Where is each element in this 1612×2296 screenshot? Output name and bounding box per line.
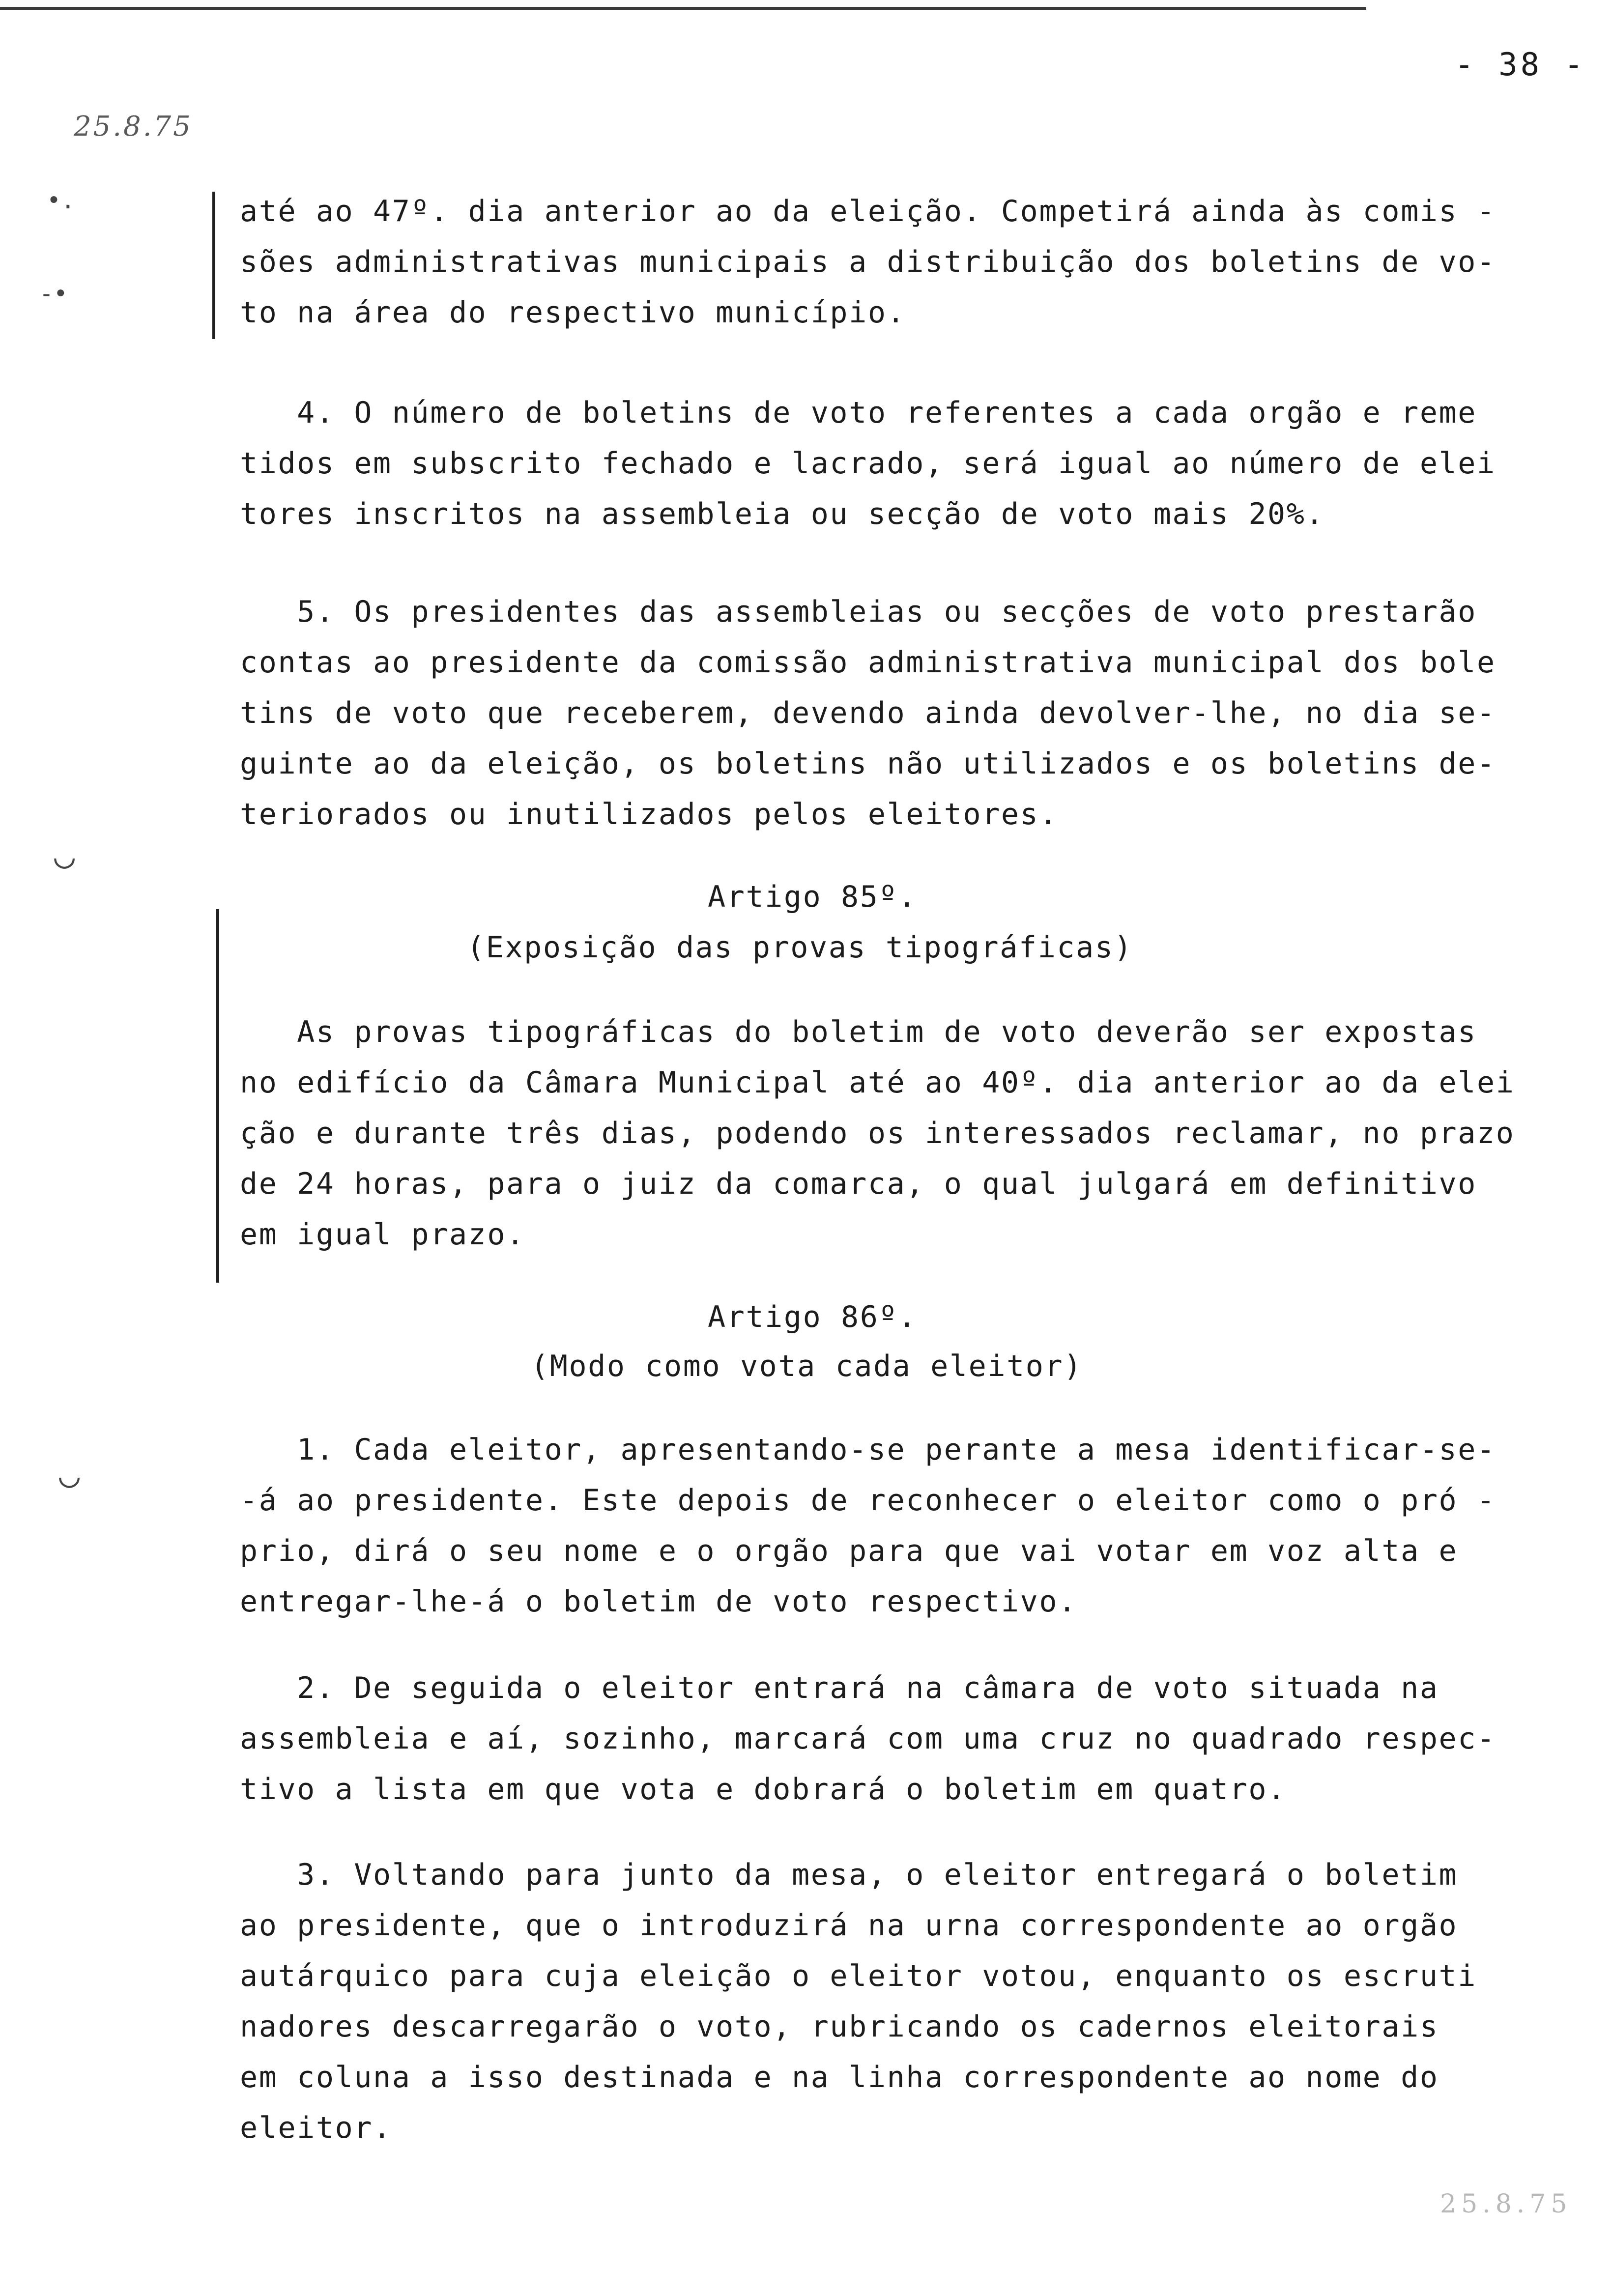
text-line: ao presidente, que o introduzirá na urna correspondente ao orgão [240, 1908, 1458, 1943]
margin-revision-bar [216, 909, 219, 1283]
margin-revision-bar [212, 192, 215, 339]
top-rule [0, 7, 1366, 10]
text-line: sões administrativas municipais a distribuição dos boletins de vo- [240, 245, 1496, 279]
article-85-title: Artigo 85º. [708, 880, 917, 914]
text-line: 5. Os presidentes das assembleias ou secções de voto prestarão [240, 595, 1477, 629]
text-line: autárquico para cuja eleição o eleitor votou, enquanto os escruti [240, 1959, 1477, 1993]
text-line: guinte ao da eleição, os boletins não utilizados e os boletins de- [240, 746, 1496, 781]
text-line: tins de voto que receberem, devendo ainda devolver-lhe, no dia se- [240, 696, 1496, 730]
text-line: eleitor. [240, 2111, 392, 2145]
text-line: to na área do respectivo município. [240, 295, 906, 330]
text-line: até ao 47º. dia anterior ao da eleição. Competirá ainda às comis - [240, 194, 1496, 229]
margin-mark: -• [39, 280, 68, 308]
text-line: 3. Voltando para junto da mesa, o eleitor entregará o boletim [240, 1858, 1458, 1892]
article-86-subtitle: (Modo como vota cada eleitor) [531, 1349, 1083, 1383]
text-line: entregar-lhe-á o boletim de voto respectivo. [240, 1584, 1077, 1619]
text-line: nadores descarregarão o voto, rubricando os cadernos eleitorais [240, 2009, 1439, 2044]
text-line: teriorados ou inutilizados pelos eleitores. [240, 797, 1059, 832]
text-line: 1. Cada eleitor, apresentando-se perante a mesa identificar-se- [240, 1433, 1496, 1467]
text-line: em coluna a isso destinada e na linha correspondente ao nome do [240, 2060, 1439, 2095]
text-line: prio, dirá o seu nome e o orgão para que vai votar em voz alta e [240, 1534, 1458, 1568]
text-line: no edifício da Câmara Municipal até ao 40º. dia anterior ao da elei [240, 1065, 1515, 1100]
text-line: tivo a lista em que vota e dobrará o boletim em quatro. [240, 1772, 1287, 1807]
margin-mark: •. [47, 187, 75, 214]
text-line: de 24 horas, para o juiz da comarca, o qual julgará em definitivo [240, 1167, 1477, 1201]
text-line: contas ao presidente da comissão administrativa municipal dos bole [240, 645, 1496, 680]
margin-mark: ◡ [54, 835, 75, 876]
text-line: tores inscritos na assembleia ou secção de voto mais 20%. [240, 497, 1325, 531]
text-line: em igual prazo. [240, 1217, 525, 1252]
text-line: -á ao presidente. Este depois de reconhecer o eleitor como o pró - [240, 1483, 1496, 1518]
article-85-subtitle: (Exposição das provas tipográficas) [467, 930, 1133, 965]
stamp-date: 25.8.75 [1440, 2189, 1572, 2219]
text-line: tidos em subscrito fechado e lacrado, será igual ao número de elei [240, 446, 1496, 481]
text-line: As provas tipográficas do boletim de voto deverão ser expostas [240, 1015, 1477, 1049]
text-line: ção e durante três dias, podendo os interessados reclamar, no prazo [240, 1116, 1515, 1150]
page-number: - 38 - [1455, 47, 1586, 83]
text-line: 2. De seguida o eleitor entrará na câmara de voto situada na [240, 1671, 1439, 1705]
margin-mark: ◡ [59, 1455, 80, 1495]
article-86-title: Artigo 86º. [708, 1300, 917, 1334]
text-line: 4. O número de boletins de voto referentes a cada orgão e reme [240, 396, 1477, 430]
text-line: assembleia e aí, sozinho, marcará com uma cruz no quadrado respec- [240, 1722, 1496, 1756]
handwritten-date: 25.8.75 [74, 111, 193, 143]
